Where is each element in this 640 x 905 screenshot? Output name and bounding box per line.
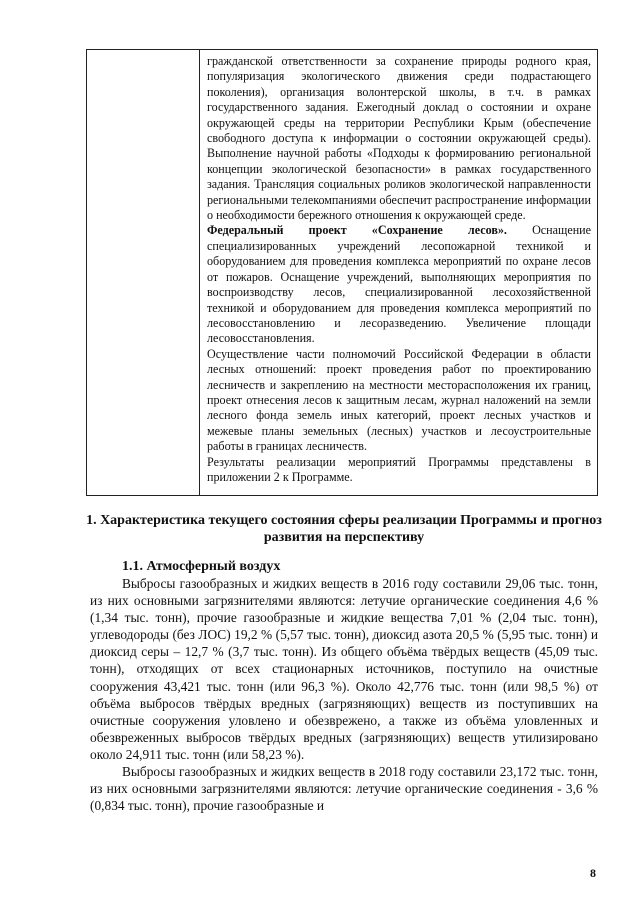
body-paragraph: Выбросы газообразных и жидких веществ в 2018 году составили 23,172 тыс. тонн, из них основными загрязнителями являются: летучие органические соединения - 3,6 % (0,834 тыс. тонн), прочие газообразные и [90,764,598,814]
section-heading: 1. Характеристика текущего состояния сферы реализации Программы и прогноз развития на перспективу [86,513,602,545]
table-paragraph: гражданской ответственности за сохранение природы родного края, популяризация экологического движения среди подрастающего поколения), организация волонтерской школы, в т.ч. в рамках государственного задания. Ежегодный доклад о состоянии и охране окружающей среды на территории Республики Крым (обеспечение свободного доступа к информации о состоянии окружающей среды). Выполнение научной работы «Подходы к формированию региональной концепции экологической безопасности» в рамках государственного задания. Трансляция социальных роликов экологической направленности региональными телекомпаниями обеспечит распространение информации о необходимости бережного отношения к окружающей среде. [207,54,591,223]
table-paragraph: Результаты реализации мероприятий Программы представлены в приложении 2 к Программе. [207,454,591,484]
table-paragraph: Федеральный проект «Сохранение лесов». Оснащение специализированных учреждений лесопожарной техникой и оборудованием для проведения комплекса мероприятий по охране лесов от пожаров. Оснащение учреждений, выполняющих мероприятия по воспроизводству лесов, специализированной лесохозяйственной техникой и оборудованием для проведения комплекса мероприятий по лесовосстановлению и лесоразведению. Увеличение площади лесовосстановления. [207,223,591,346]
federal-project-title: Федеральный проект «Сохранение лесов». [207,223,507,238]
table-paragraph: Осуществление части полномочий Российской Федерации в области лесных отношений: проект проведения работ по проектированию лесничеств и закреплению на местности месторасположения их границ, проект отнесения лесов к защитным лесам, журнал наложений на земли лесного фонда земель иных категорий, проект лесных участков и межевые планы земельных (лесных) участков и лесоустроительные работы в границах лесничеств. [207,346,591,454]
table-description-cell [207,54,591,485]
page-number: 8 [590,866,596,880]
table-column-divider [199,50,200,495]
body-text [90,575,598,814]
body-paragraph: Выбросы газообразных и жидких веществ в 2016 году составили 29,06 тыс. тонн, из них основными загрязнителями являются: летучие органические соединения 4,6 % (1,34 тыс. тонн), прочие газообразные и жидкие вещества 7,01 % (2,04 тыс. тонн), углеводороды (без ЛОС) 19,2 % (5,57 тыс. тонн), диоксид азота 20,5 % (5,95 тыс. тонн) и диоксид серы – 12,7 % (3,7 тыс. тонн). Из общего объёма твёрдых веществ (45,09 тыс. тонн), отходящих от всех стационарных источников, поступило на очистные сооружения 43,421 тыс. тонн (или 96,3 %). Около 42,776 тыс. тонн (или 98,5 %) от объёма выбросов твёрдых вредных (загрязняющих) веществ из поступивших на очистные сооружения уловлено и обезврежено, а также из объёма уловленных и обезвреженных выбросов твёрдых вредных (загрязняющих) веществ утилизировано около 24,911 тыс. тонн (или 58,23 %). [90,576,598,762]
subsection-heading: 1.1. Атмосферный воздух [122,559,281,574]
program-table-fragment [86,49,598,496]
